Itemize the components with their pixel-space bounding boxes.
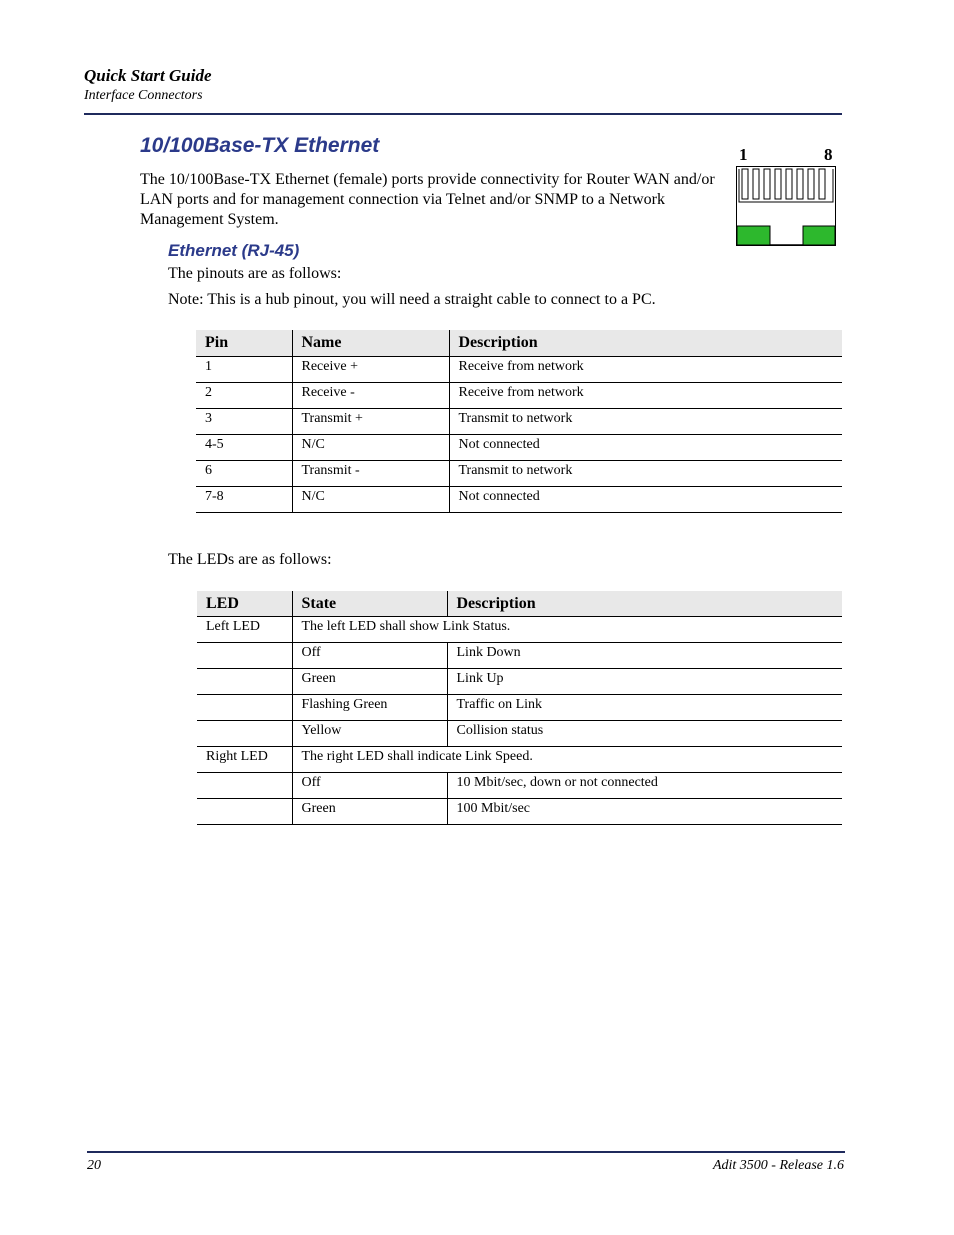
empty-cell (197, 669, 292, 695)
pin-cell: 1 (196, 357, 292, 383)
section-heading: 10/100Base-TX Ethernet (140, 134, 380, 157)
state-cell: Green (292, 799, 447, 825)
pin-cell: 7-8 (196, 487, 292, 513)
left-led-icon (737, 226, 770, 245)
pinouts-intro: The pinouts are as follows: (168, 265, 342, 282)
description-cell: Receive from network (449, 357, 842, 383)
empty-cell (197, 643, 292, 669)
page-number: 20 (87, 1158, 101, 1173)
name-cell: N/C (292, 435, 449, 461)
led-label-cell: Left LED (197, 617, 292, 643)
description-cell: Link Up (447, 669, 842, 695)
table-row (196, 383, 842, 409)
empty-cell (197, 721, 292, 747)
header-led: LED (197, 591, 292, 617)
header-pin: Pin (196, 330, 292, 357)
subsection-heading: Ethernet (RJ-45) (168, 241, 300, 260)
header-state: State (292, 591, 447, 617)
pin-contact (753, 169, 759, 199)
table-row (197, 643, 842, 669)
header-divider (84, 113, 842, 115)
right-led-icon (803, 226, 835, 245)
table-row (196, 357, 842, 383)
table-header-row (196, 330, 842, 357)
state-cell: Yellow (292, 721, 447, 747)
table-row (196, 487, 842, 513)
state-cell: Flashing Green (292, 695, 447, 721)
table-row (197, 721, 842, 747)
pin-contact (808, 169, 814, 199)
led-summary-cell: The right LED shall indicate Link Speed. (292, 747, 842, 773)
description-cell: Not connected (449, 487, 842, 513)
description-cell: 100 Mbit/sec (447, 799, 842, 825)
description-cell: Not connected (449, 435, 842, 461)
pin-contact (797, 169, 803, 199)
description-cell: Traffic on Link (447, 695, 842, 721)
state-cell: Off (292, 643, 447, 669)
table-row (197, 773, 842, 799)
table-row (196, 461, 842, 487)
pin-label-first: 1 (739, 145, 748, 164)
empty-cell (197, 773, 292, 799)
table-row (197, 617, 842, 643)
table-row (196, 409, 842, 435)
description-cell: 10 Mbit/sec, down or not connected (447, 773, 842, 799)
table-row (197, 695, 842, 721)
pin-contact (786, 169, 792, 199)
table-row (197, 669, 842, 695)
empty-cell (197, 799, 292, 825)
table-header-row (197, 591, 842, 617)
description-cell: Transmit to network (449, 461, 842, 487)
table-row (197, 747, 842, 773)
name-cell: Receive + (292, 357, 449, 383)
name-cell: N/C (292, 487, 449, 513)
pinout-note: Note: This is a hub pinout, you will need a straight cable to connect to a PC. (168, 291, 656, 308)
empty-cell (197, 695, 292, 721)
pinout-table (196, 330, 842, 513)
description-cell: Collision status (447, 721, 842, 747)
pin-contact (775, 169, 781, 199)
leds-intro: The LEDs are as follows: (168, 551, 332, 568)
name-cell: Receive - (292, 383, 449, 409)
footer-product: Adit 3500 - Release 1.6 (712, 1158, 844, 1173)
header-subtitle: Interface Connectors (84, 88, 203, 103)
led-summary-cell: The left LED shall show Link Status. (292, 617, 842, 643)
pin-cell: 6 (196, 461, 292, 487)
state-cell: Green (292, 669, 447, 695)
pin-cell: 3 (196, 409, 292, 435)
led-table (197, 591, 842, 825)
description-cell: Link Down (447, 643, 842, 669)
header-name: Name (292, 330, 449, 357)
footer-divider (87, 1151, 845, 1153)
header-description: Description (449, 330, 842, 357)
header-description: Description (447, 591, 842, 617)
table-row (196, 435, 842, 461)
description-cell: Receive from network (449, 383, 842, 409)
description-cell: Transmit to network (449, 409, 842, 435)
pin-label-last: 8 (824, 145, 833, 164)
pin-cell: 4-5 (196, 435, 292, 461)
name-cell: Transmit - (292, 461, 449, 487)
rj45-jack-icon (736, 166, 836, 246)
state-cell: Off (292, 773, 447, 799)
section-intro: The 10/100Base-TX Ethernet (female) ports provide connectivity for Router WAN and/or LAN ports and for management connection via Telnet and/or SNMP to a Network Management System. (140, 171, 715, 228)
pin-contact (764, 169, 770, 199)
pin-contact (742, 169, 748, 199)
header-title: Quick Start Guide (84, 66, 212, 85)
table-row (197, 799, 842, 825)
pin-contact (819, 169, 825, 199)
name-cell: Transmit + (292, 409, 449, 435)
pin-cell: 2 (196, 383, 292, 409)
led-label-cell: Right LED (197, 747, 292, 773)
